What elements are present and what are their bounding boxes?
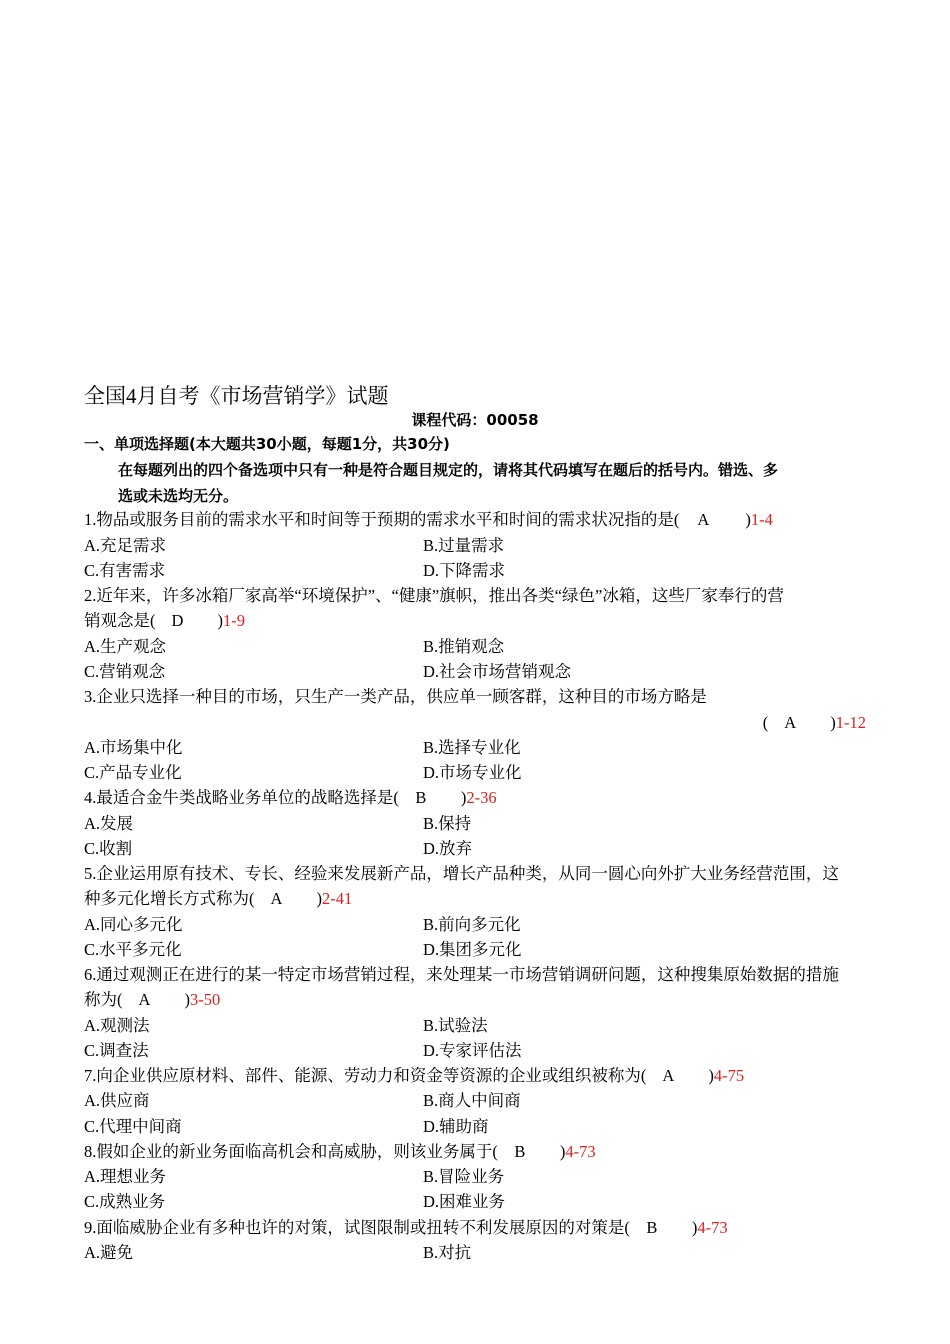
- option: C.水平多元化: [84, 940, 182, 959]
- option: A.充足需求: [84, 536, 167, 555]
- option: B.前向多元化: [423, 915, 521, 934]
- close-paren: ): [691, 1218, 698, 1237]
- option: B.商人中间商: [423, 1091, 521, 1110]
- option: D.辅助商: [423, 1117, 489, 1136]
- question-5-continued: [84, 887, 352, 911]
- close-paren: ): [745, 510, 751, 529]
- page-reference: 4-73: [565, 1142, 596, 1161]
- option: D.困难业务: [423, 1192, 506, 1211]
- answer: A: [784, 713, 797, 732]
- question-text: 8.假如企业的新业务面临高机会和高威胁，则该业务属于(: [84, 1142, 498, 1161]
- course-code: 课程代码：00058: [411, 411, 539, 429]
- question-text: 6.通过观测正在进行的某一特定市场营销过程，来处理某一市场营销调研问题，这种搜集原始数据的措施: [84, 965, 839, 984]
- option: A.同心多元化: [84, 915, 183, 934]
- page-reference: 1-9: [223, 611, 245, 630]
- close-paren: ): [830, 713, 836, 732]
- answer: B: [415, 788, 427, 807]
- option: C.代理中间商: [84, 1117, 182, 1136]
- exam-title: 全国4月自考《市场营销学》试题: [84, 384, 389, 408]
- option: D.集团多元化: [423, 940, 522, 959]
- close-paren: ): [217, 611, 223, 630]
- page-reference: 1-12: [835, 713, 866, 732]
- option: A.避免: [84, 1243, 134, 1262]
- option: B.过量需求: [423, 536, 505, 555]
- option: A.理想业务: [84, 1167, 167, 1186]
- question-text: 称为(: [84, 990, 123, 1009]
- page-reference: 4-75: [713, 1066, 745, 1085]
- question-1: [84, 508, 773, 532]
- page-reference: 3-50: [190, 990, 221, 1009]
- question-7: [84, 1064, 744, 1088]
- option: C.调查法: [84, 1041, 149, 1060]
- question-text: 9.面临威胁企业有多种也许的对策，试图限制或扭转不利发展原因的对策是(: [84, 1218, 630, 1237]
- option: B.对抗: [423, 1243, 472, 1262]
- option: C.营销观念: [84, 662, 166, 681]
- question-text: 1.物品或服务目前的需求水平和时间等于预期的需求水平和时间的需求状况指的是(: [84, 510, 680, 529]
- question-text: 7.向企业供应原材料、部件、能源、劳动力和资金等资源的企业或组织被称为(: [84, 1066, 647, 1085]
- answer: A: [662, 1066, 675, 1085]
- question-2: [84, 584, 784, 608]
- option: D.市场专业化: [423, 763, 522, 782]
- question-4: [84, 786, 497, 810]
- close-paren: ): [184, 990, 190, 1009]
- question-9: [84, 1216, 728, 1240]
- answer: B: [514, 1142, 526, 1161]
- option: C.有害需求: [84, 561, 166, 580]
- option: A.供应商: [84, 1091, 150, 1110]
- instructions-line-1: 在每题列出的四个备选项中只有一种是符合题目规定的，请将其代码填写在题后的括号内。错选、多: [118, 461, 779, 479]
- question-3-answer-line: [763, 711, 866, 735]
- option: A.生产观念: [84, 637, 167, 656]
- close-paren: ): [708, 1066, 714, 1085]
- question-6-continued: [84, 988, 220, 1012]
- answer: D: [171, 611, 184, 630]
- page-reference: 2-36: [466, 788, 497, 807]
- question-text: 销观念是(: [84, 611, 156, 630]
- close-paren: ): [559, 1142, 566, 1161]
- instructions-line-2: 选或未选均无分。: [118, 487, 239, 505]
- option: A.市场集中化: [84, 738, 183, 757]
- close-paren: ): [316, 889, 322, 908]
- page-reference: 4-73: [697, 1218, 728, 1237]
- answer: A: [697, 510, 710, 529]
- answer: A: [138, 990, 151, 1009]
- option: B.保持: [423, 814, 472, 833]
- close-paren: ): [460, 788, 467, 807]
- answer: A: [270, 889, 283, 908]
- question-2-continued: [84, 609, 245, 633]
- question-text: 种多元化增长方式称为(: [84, 889, 255, 908]
- option: C.收割: [84, 839, 133, 858]
- option: C.产品专业化: [84, 763, 182, 782]
- answer: B: [646, 1218, 658, 1237]
- question-8: [84, 1140, 596, 1164]
- question-text: 5.企业运用原有技术、专长、经验来发展新产品，增长产品种类，从同一圆心向外扩大业务经营范围，这: [84, 864, 839, 883]
- option: D.社会市场营销观念: [423, 662, 572, 681]
- option: A.观测法: [84, 1016, 150, 1035]
- page-reference: 2-41: [322, 889, 353, 908]
- option: D.专家评估法: [423, 1041, 522, 1060]
- question-text: 4.最适合金牛类战略业务单位的战略选择是(: [84, 788, 399, 807]
- option: B.推销观念: [423, 637, 505, 656]
- option: A.发展: [84, 814, 134, 833]
- open-paren: (: [762, 713, 769, 732]
- question-text: 3.企业只选择一种目的市场，只生产一类产品，供应单一顾客群，这种目的市场方略是: [84, 687, 707, 706]
- option: B.试验法: [423, 1016, 488, 1035]
- question-5: [84, 862, 839, 886]
- question-6: [84, 963, 839, 987]
- section-heading: 一、单项选择题(本大题共30小题，每题1分，共30分): [84, 435, 450, 453]
- option: B.冒险业务: [423, 1167, 505, 1186]
- option: D.下降需求: [423, 561, 506, 580]
- page-reference: 1-4: [750, 510, 773, 529]
- option: C.成熟业务: [84, 1192, 166, 1211]
- question-3: [84, 685, 707, 709]
- question-text: 2.近年来，许多冰箱厂家高举“环境保护”、“健康”旗帜，推出各类“绿色”冰箱，这些厂家奉行的营: [84, 586, 784, 605]
- option: B.选择专业化: [423, 738, 521, 757]
- option: D.放弃: [423, 839, 473, 858]
